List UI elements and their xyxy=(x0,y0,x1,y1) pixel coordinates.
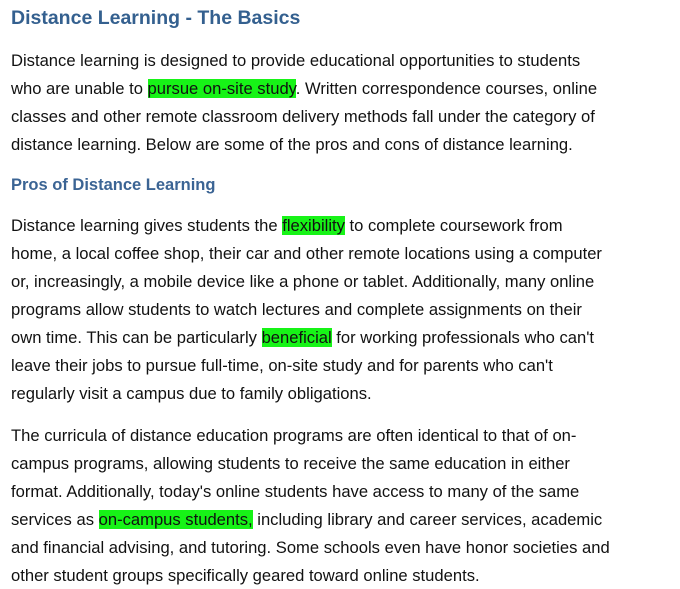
text-run: services as xyxy=(11,510,99,529)
paragraph-2-line-3 xyxy=(11,270,594,294)
paragraph-3-line-5 xyxy=(11,536,610,560)
text-run: . Written correspondence courses, online xyxy=(295,79,598,98)
text-run: own time. This can be particularly xyxy=(11,328,262,347)
paragraph-2-line-2 xyxy=(11,242,602,266)
paragraph-1-line-4 xyxy=(11,133,573,157)
text-run: classes and other remote classroom delivery methods fall under the category of xyxy=(11,107,595,126)
paragraph-1-line-1 xyxy=(11,49,580,73)
section-heading: Pros of Distance Learning xyxy=(11,176,216,194)
text-run: Distance learning is designed to provide educational opportunities to students xyxy=(11,51,581,70)
paragraph-2-line-1 xyxy=(11,214,563,238)
paragraph-3-line-2 xyxy=(11,452,570,476)
highlighted-text: beneficial xyxy=(261,328,332,347)
paragraph-2-line-7 xyxy=(11,382,372,406)
paragraph-3-line-6 xyxy=(11,564,480,588)
paragraph-2-line-4 xyxy=(11,298,582,322)
text-run: to complete coursework from xyxy=(344,216,563,235)
paragraph-3-line-3 xyxy=(11,480,579,504)
text-run: regularly visit a campus due to family obligations. xyxy=(11,384,372,403)
text-run: home, a local coffee shop, their car and other remote locations using a computer xyxy=(11,244,602,263)
text-run: distance learning. Below are some of the pros and cons of distance learning. xyxy=(11,135,573,154)
paragraph-3-line-4 xyxy=(11,508,602,532)
text-run: programs allow students to watch lectures and complete assignments on their xyxy=(11,300,582,319)
text-run: for working professionals who can't xyxy=(331,328,595,347)
text-run: The curricula of distance education programs are often identical to that of on- xyxy=(11,426,577,445)
highlighted-text: flexibility xyxy=(282,216,345,235)
text-run: who are unable to xyxy=(11,79,148,98)
text-run: format. Additionally, today's online students have access to many of the same xyxy=(11,482,580,501)
highlighted-text: on-campus students, xyxy=(98,510,253,529)
text-run: and financial advising, and tutoring. Some schools even have honor societies and xyxy=(11,538,610,557)
paragraph-1-line-3 xyxy=(11,105,595,129)
text-run: leave their jobs to pursue full-time, on-site study and for parents who can't xyxy=(11,356,553,375)
text-run: other student groups specifically geared toward online students. xyxy=(11,566,480,585)
highlighted-text: pursue on-site study xyxy=(147,79,296,98)
paragraph-2-line-6 xyxy=(11,354,553,378)
text-run: campus programs, allowing students to receive the same education in either xyxy=(11,454,570,473)
page-title: Distance Learning - The Basics xyxy=(11,7,301,29)
text-run: or, increasingly, a mobile device like a phone or tablet. Additionally, many online xyxy=(11,272,595,291)
text-run: Distance learning gives students the xyxy=(11,216,283,235)
paragraph-1-line-2 xyxy=(11,77,597,101)
paragraph-2-line-5 xyxy=(11,326,594,350)
text-run: including library and career services, academic xyxy=(252,510,603,529)
paragraph-3-line-1 xyxy=(11,424,576,448)
